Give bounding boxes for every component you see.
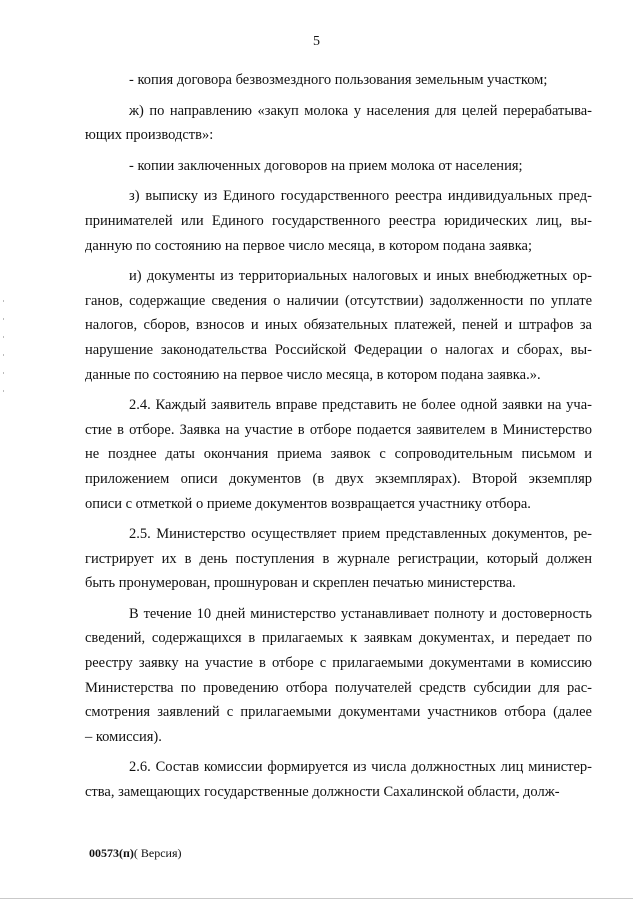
text-line: описи с отметкой о приеме документов возвращается участнику отбора. bbox=[85, 495, 531, 512]
paragraph bbox=[85, 154, 592, 179]
text-line: сведений, содержащихся в прилагаемых к заявкам документах, и передает по bbox=[85, 630, 592, 647]
text-line: не позднее даты окончания приема заявок с сопроводительным письмом и bbox=[85, 446, 592, 463]
text-line: налогов, сборов, взносов и иных обязательных платежей, пеней и штрафов за bbox=[85, 317, 592, 334]
paragraph bbox=[85, 602, 592, 750]
margin-scan-mark bbox=[3, 336, 4, 338]
paragraph bbox=[85, 68, 592, 93]
paragraph bbox=[85, 755, 592, 804]
text-line: – комиссия). bbox=[85, 728, 162, 745]
paragraph bbox=[85, 264, 592, 387]
margin-scan-mark bbox=[3, 372, 4, 374]
margin-scan-mark bbox=[3, 354, 4, 356]
text-line: реестру заявку на участие в отборе с прилагаемыми документами в комиссию bbox=[85, 655, 592, 672]
text-line: Министерства по проведению отбора получателей средств субсидии для рас- bbox=[85, 679, 592, 696]
text-line: гистрирует их в день поступления в журнале регистрации, который должен bbox=[85, 550, 592, 567]
text-line: ства, замещающих государственные должности Сахалинской области, долж- bbox=[85, 784, 560, 801]
text-line: 2.4. Каждый заявитель вправе представить не более одной заявки на уча- bbox=[129, 397, 592, 414]
document-footer bbox=[89, 846, 182, 861]
text-line: данные по состоянию на первое число месяца, в котором подана заявка.». bbox=[85, 366, 541, 383]
text-line: - копии заключенных договоров на прием молока от населения; bbox=[129, 157, 523, 174]
text-line: В течение 10 дней министерство устанавливает полноту и достоверность bbox=[129, 605, 592, 622]
text-line: данную по состоянию на первое число месяца, в котором подана заявка; bbox=[85, 237, 533, 254]
margin-scan-mark bbox=[3, 390, 4, 392]
text-line: ющих производств»: bbox=[85, 127, 214, 144]
text-line: ж) по направлению «закуп молока у населения для целей перерабатыва- bbox=[129, 102, 592, 119]
text-line: смотрения заявлений с прилагаемыми документами участников отбора (далее bbox=[85, 704, 592, 721]
scan-edge-line bbox=[0, 898, 633, 899]
document-version: ( Версия) bbox=[133, 846, 182, 860]
text-line: принимателей или Единого государственного реестра юридических лиц, вы- bbox=[85, 212, 592, 229]
page-number: 5 bbox=[313, 34, 320, 49]
text-line: и) документы из территориальных налоговых и иных внебюджетных ор- bbox=[129, 268, 592, 285]
paragraph bbox=[85, 393, 592, 516]
document-code: 00573(п) bbox=[89, 846, 134, 860]
paragraph bbox=[85, 522, 592, 596]
margin-scan-mark bbox=[3, 318, 4, 320]
paragraph bbox=[85, 99, 592, 148]
text-line: ганов, содержащие сведения о наличии (отсутствии) задолженности по уплате bbox=[85, 292, 592, 309]
text-line: нарушение законодательства Российской Федерации о налогах и сборах, вы- bbox=[85, 341, 592, 358]
text-line: быть пронумерован, прошнурован и скреплен печатью министерства. bbox=[85, 575, 516, 592]
text-line: 2.5. Министерство осуществляет прием представленных документов, ре- bbox=[129, 526, 592, 543]
text-line: приложением описи документов (в двух экземплярах). Второй экземпляр bbox=[85, 470, 592, 487]
text-line: 2.6. Состав комиссии формируется из числа должностных лиц министер- bbox=[129, 759, 592, 776]
paragraph bbox=[85, 184, 592, 258]
text-line: з) выписку из Единого государственного реестра индивидуальных пред- bbox=[129, 188, 592, 205]
text-line: - копия договора безвозмездного пользования земельным участком; bbox=[129, 72, 548, 88]
document-body bbox=[85, 68, 592, 805]
text-line: стие в отборе. Заявка на участие в отборе подается заявителем в Министерство bbox=[85, 421, 592, 438]
margin-scan-mark bbox=[3, 300, 4, 302]
